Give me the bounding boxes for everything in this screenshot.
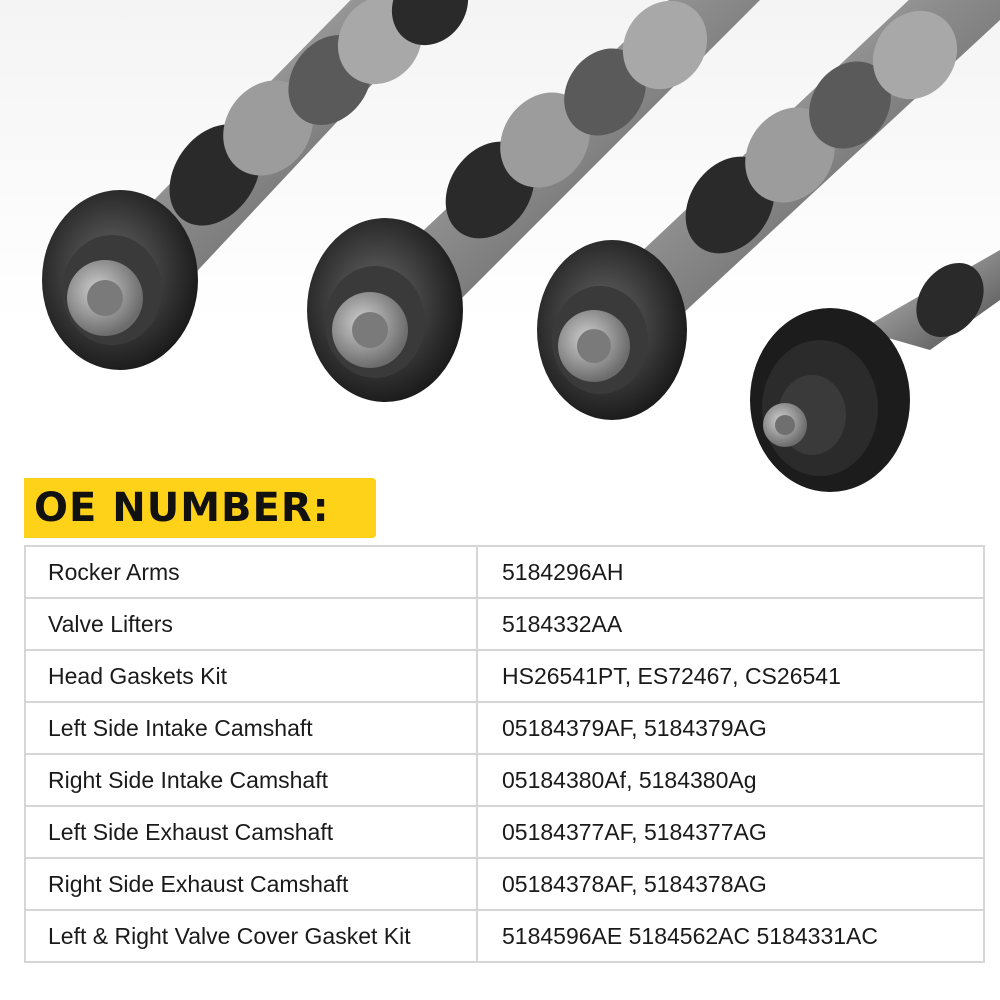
table-row [25,910,984,962]
cam-phaser [750,250,1000,492]
oe-number-cell: 05184378AF, 5184378AG [477,858,984,910]
oe-number-cell: 05184379AF, 5184379AG [477,702,984,754]
oe-number-cell: 5184596AE 5184562AC 5184331AC [477,910,984,962]
oe-number-banner [24,478,376,538]
oe-number-cell: 05184380Af, 5184380Ag [477,754,984,806]
oe-number-cell: 05184377AF, 5184377AG [477,806,984,858]
table-row [25,546,984,598]
table-row [25,754,984,806]
table-row [25,858,984,910]
oe-number-cell: 5184332AA [477,598,984,650]
part-name-cell: Valve Lifters [25,598,477,650]
part-name-cell: Left Side Intake Camshaft [25,702,477,754]
table-row [25,598,984,650]
oe-number-table [24,545,985,963]
part-name-cell: Left & Right Valve Cover Gasket Kit [25,910,477,962]
part-name-cell: Left Side Exhaust Camshaft [25,806,477,858]
part-name-cell: Rocker Arms [25,546,477,598]
part-name-cell: Head Gaskets Kit [25,650,477,702]
part-name-cell: Right Side Exhaust Camshaft [25,858,477,910]
table-row [25,650,984,702]
table-row [25,806,984,858]
part-name-cell: Right Side Intake Camshaft [25,754,477,806]
table-row [25,702,984,754]
oe-number-cell: HS26541PT, ES72467, CS26541 [477,650,984,702]
oe-number-cell: 5184296AH [477,546,984,598]
oe-number-heading: OE NUMBER: [34,485,330,531]
